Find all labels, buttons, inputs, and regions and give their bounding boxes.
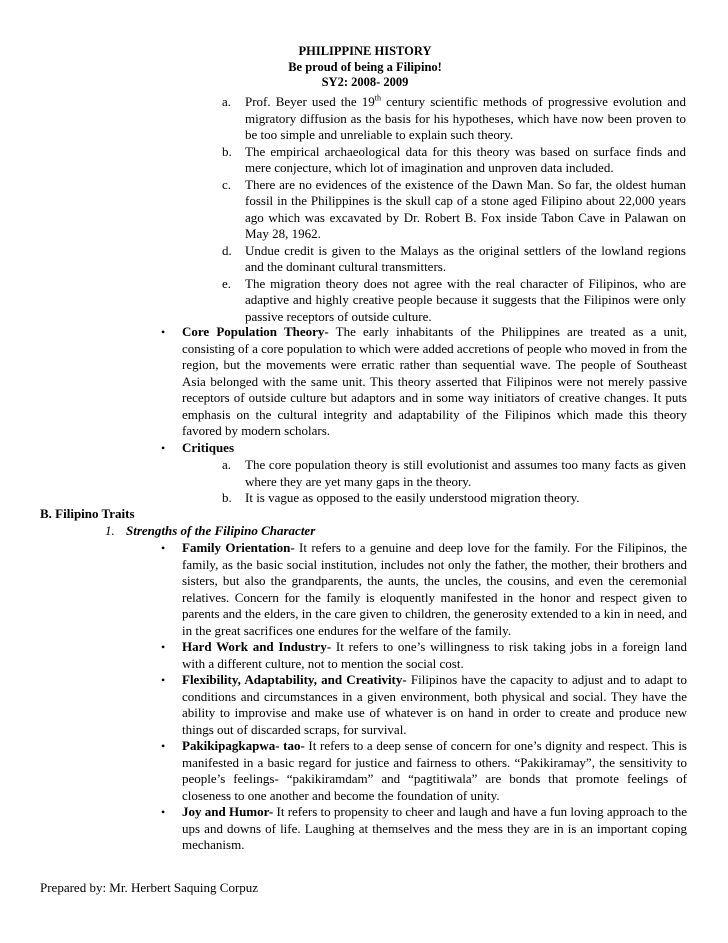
subsection-heading [105,523,315,540]
bullet-item-trait [159,804,687,854]
bullet-text: Filipinos have the capacity to adjust and to adapt to conditions and circumstances in a given environment, both physical and social. They have the ability to improvise and make use of whatever is on hand in order to create and produce new things out of discarded scraps, for survival. [182,672,687,737]
header-motto: Be proud of being a Filipino! [288,59,442,74]
list-item [222,243,686,276]
bullet-item-trait [159,672,687,738]
list-item-text: The core population theory is still evolutionist and assumes too many facts as given where they are yet many gaps in the theory. [245,457,686,489]
subsection-number: 1. [105,523,115,538]
core-theory-block [159,324,687,456]
header-title: PHILIPPINE HISTORY [298,44,432,58]
traits-list [159,540,687,854]
bullet-text: It refers to propensity to cheer and laugh and have a fun loving approach to the ups and downs of life. Laughing at themselves and the mess they are in is an important coping mechanism. [182,804,687,852]
list-item [222,144,686,177]
bullet-text: It refers to a deep sense of concern for one’s dignity and respect. This is manifested in a basic regard for justice and fairness to others. “Pakikiramay”, the sensitivity to people’s feelings- “pakikiramdam” and “pagtitiwala” are bonds that promote feelings of closeness to one another and become the foundation of unity. [182,738,687,803]
list-item [222,490,686,507]
bullet-item-core-theory [159,324,687,440]
list-marker: c. [222,176,232,192]
list-marker: b. [222,490,232,505]
list-item-text: Prof. Beyer used the 19 [245,94,375,109]
migration-critique-list [222,94,686,325]
bullet-icon: • [161,440,166,455]
bullet-text: The early inhabitants of the Philippines are treated as a unit, consisting of a core population to which were added accretions of people who moved in from the region, but the movements were erratic rather than sequential wave. The people of Southeast Asia belonged with the same unit. This theory asserted that Filipinos were not merely passive receptors of outside culture but adaptors and in some way initiators of creative changes. It puts emphasis on the cultural integrity and adaptability of the Filipinos which made this theory favored by modern scholars. [182,324,687,438]
list-item [222,276,686,326]
bullet-icon: • [161,739,166,753]
bullet-title: Flexibility, Adaptability, and Creativity- [182,672,407,687]
list-item [222,94,686,144]
list-marker: a. [222,94,232,109]
list-item-text: Undue credit is given to the Malays as the original settlers of the lowland regions and the dominant cultural transmitters. [245,242,686,274]
list-marker: b. [222,143,232,159]
bullet-title: Critiques [182,439,234,455]
bullet-icon: • [161,805,166,819]
document-header [265,44,465,91]
bullet-item-trait [159,540,687,639]
bullet-icon: • [161,673,166,687]
list-item [222,177,686,243]
header-school-year: SY2: 2008- 2009 [321,75,409,89]
list-item-text: century scientific methods of progressive evolution and migratory diffusion as the basis for his hypotheses, which have now been proven to be too simple and unreliable to explain such theory. [245,94,687,142]
subsection-title: Strengths of the Filipino Character [126,523,316,538]
list-item [222,457,686,490]
list-item-text: The empirical archaeological data for this theory was based on surface finds and mere conjecture, which lot of imagination and unproven data included. [245,143,686,175]
bullet-icon: • [161,325,166,339]
bullet-item-critiques [159,440,687,457]
superscript: th [374,93,382,103]
list-item-text: The migration theory does not agree with the real character of Filipinos, who are adaptive and highly creative people because it suggests that the Filipinos were only passive receptors of outside culture. [245,275,686,324]
bullet-title: Core Population Theory- [182,324,329,339]
bullet-icon: • [161,541,166,555]
list-item-text: It is vague as opposed to the easily understood migration theory. [245,490,580,505]
bullet-title: Hard Work and Industry- [182,639,332,654]
critiques-list [222,457,686,507]
bullet-icon: • [161,640,166,654]
list-marker: e. [222,275,232,291]
bullet-title: Joy and Humor- [182,804,274,819]
footer-author: Prepared by: Mr. Herbert Saquing Corpuz [40,880,259,895]
list-marker: d. [222,242,232,258]
list-item-text: There are no evidences of the existence of the Dawn Man. So far, the oldest human fossil in the Philippines is the skull cap of a stone aged Filipino about 22,000 years ago which was excavated by Dr. Robert B. Fox inside Tabon Cave in Palawan on May 28, 1962. [245,176,686,241]
section-heading-b: B. Filipino Traits [40,506,135,521]
bullet-text: It refers to a genuine and deep love for the family. For the Filipinos, the family, as the basic social institution, includes not only the father, the mother, their brothers and sisters, but also the grandparents, the aunts, the uncles, the cousins, and even the ceremonial relatives. Concern for the family is eloquently manifested in the honor and respect given to parents and the elders, in the care given to children, the generosity extended to a kin in need, and in the great sacrifices one endures for the welfare of the family. [182,540,687,638]
bullet-item-trait [159,738,687,804]
bullet-item-trait [159,639,687,672]
bullet-title: Pakikipagkapwa- tao- [182,738,305,753]
list-marker: a. [222,457,232,472]
bullet-text: It refers to one’s willingness to risk taking jobs in a foreign land with a different culture, not to mention the social cost. [182,639,687,671]
bullet-title: Family Orientation- [182,540,295,555]
